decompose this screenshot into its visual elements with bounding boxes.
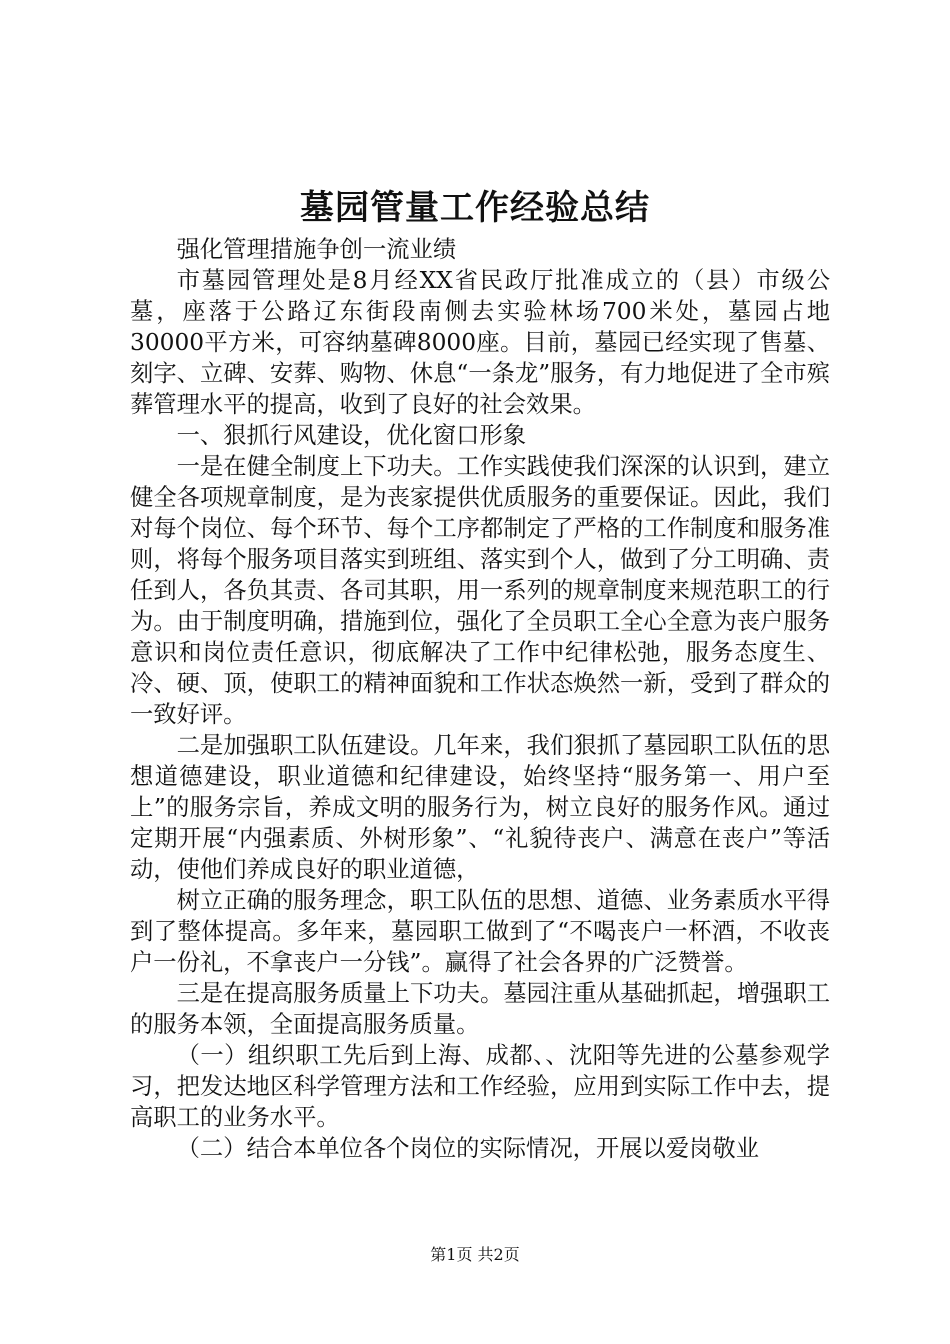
document-title: 墓园管量工作经验总结 [300, 188, 650, 228]
paragraph-item-1: 一是在健全制度上下功夫。工作实践使我们深深的认识到，建立健全各项规章制度，是为丧家提供优质服务的重要保证。因此，我们对每个岗位、每个环节、每个工序都制定了严格的工作制度和服务准则，将每个服务项目落实到班组、落实到个人，做到了分工明确、责任到人，各负其责、各司其职，用一系列的规章制度来规范职工的行为。由于制度明确，措施到位，强化了全员职工全心全意为丧户服务意识和岗位责任意识，彻底解决了工作中纪律松弛，服务态度生、冷、硬、顶，使职工的精神面貌和工作状态焕然一新，受到了群众的一致好评。 [130, 453, 830, 728]
paragraph-subitem-2: （二）结合本单位各个岗位的实际情况，开展以爱岗敬业 [176, 1135, 760, 1162]
paragraph-item-2-continued: 树立正确的服务理念，职工队伍的思想、道德、业务素质水平得到了整体提高。多年来，墓园职工做到了“不喝丧户一杯酒，不收丧户一份礼，不拿丧户一分钱”。赢得了社会各界的广泛赞誉。 [130, 887, 830, 976]
paragraph-item-3: 三是在提高服务质量上下功夫。墓园注重从基础抓起，增强职工的服务本领，全面提高服务质量。 [130, 980, 830, 1038]
paragraph-subtitle: 强化管理措施争创一流业绩 [176, 236, 457, 263]
paragraph-subitem-1: （一）组织职工先后到上海、成都、、沈阳等先进的公墓参观学习，把发达地区科学管理方法和工作经验，应用到实际工作中去，提高职工的业务水平。 [130, 1042, 830, 1131]
section-heading: 一、狠抓行风建设，优化窗口形象 [176, 422, 527, 449]
paragraph-item-2: 二是加强职工队伍建设。几年来，我们狠抓了墓园职工队伍的思想道德建设，职业道德和纪律建设，始终坚持“服务第一、用户至上”的服务宗旨，养成文明的服务行为，树立良好的服务作风。通过定期开展“内强素质、外树形象”、“礼貌待丧户、满意在丧户”等活动，使他们养成良好的职业道德， [130, 732, 830, 883]
document-body [130, 234, 830, 1164]
paragraph-intro: 市墓园管理处是8月经XX省民政厅批准成立的（县）市级公墓，座落于公路辽东街段南侧去实验林场700米处，墓园占地30000平方米，可容纳墓碑8000座。目前，墓园已经实现了售墓、刻字、立碑、安葬、购物、休息“一条龙”服务，有力地促进了全市殡葬管理水平的提高，收到了良好的社会效果。 [130, 267, 830, 418]
page-number-footer: 第1页 共2页 [430, 1245, 520, 1264]
